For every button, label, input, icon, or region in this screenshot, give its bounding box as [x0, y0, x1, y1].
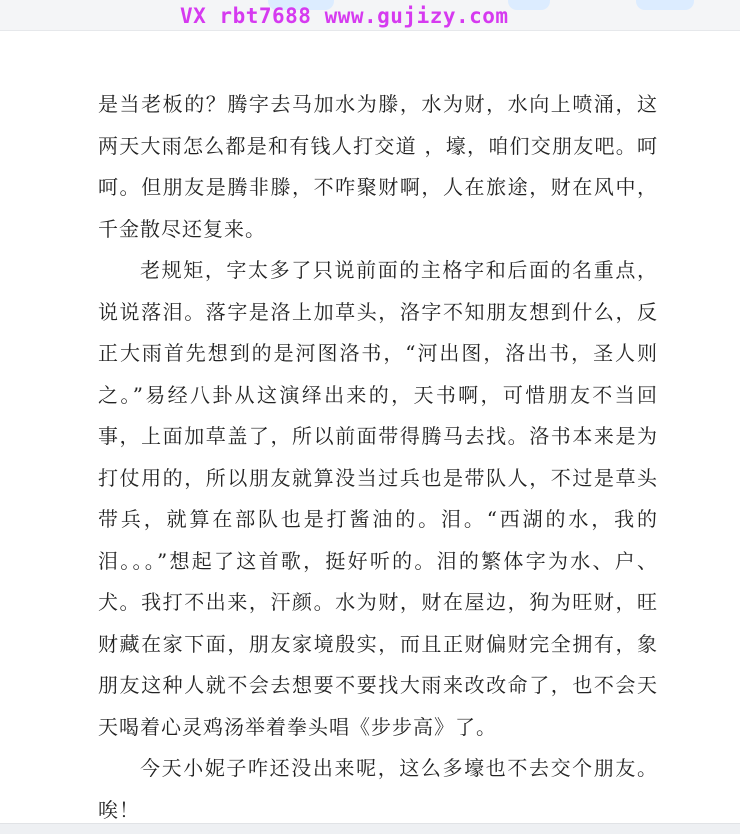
watermark-text: VX rbt7688 www.gujizy.com: [180, 4, 509, 28]
toolbar: [0, 0, 740, 31]
paragraph: 今天小妮子咋还没出来呢，这么多壕也不去交个朋友。唉！: [98, 756, 658, 822]
paragraph: 是当老板的？腾字去马加水为滕，水为财，水向上喷涌，这两天大雨怎么都是和有钱人打交道 ，壕，咱们交朋友吧。呵呵。但朋友是腾非滕，不咋聚财啊，人在旅途，财在风中，千金散尽还复来。: [98, 92, 658, 241]
toolbar-tab-highlight[interactable]: [636, 0, 694, 10]
paragraph: 老规矩，字太多了只说前面的主格字和后面的名重点，说说落泪。落字是洛上加草头，洛字不知朋友想到什么，反正大雨首先想到的是河图洛书，“河出图，洛出书，圣人则之。”易经八卦从这演绎出来的，天书啊，可惜朋友不当回事，上面加草盖了，所以前面带得腾马去找。洛书本来是为打仗用的，所以朋友就算没当过兵也是带队人，不过是草头带兵，就算在部队也是打酱油的。泪。“西湖的水，我的泪。。。”想起了这首歌，挺好听的。泪的繁体字为水、户、犬。我打不出来，汗颜。水为财，财在屋边，狗为旺财，旺财藏在家下面，朋友家境殷实，而且正财偏财完全拥有，象朋友这种人就不会去想要不要找大雨来改改命了，也不会天天喝着心灵鸡汤举着拳头唱《步步高》了。: [98, 258, 658, 739]
document-page: [98, 84, 658, 831]
toolbar-tab-highlight[interactable]: [508, 0, 550, 10]
bottom-bar: [0, 823, 740, 834]
